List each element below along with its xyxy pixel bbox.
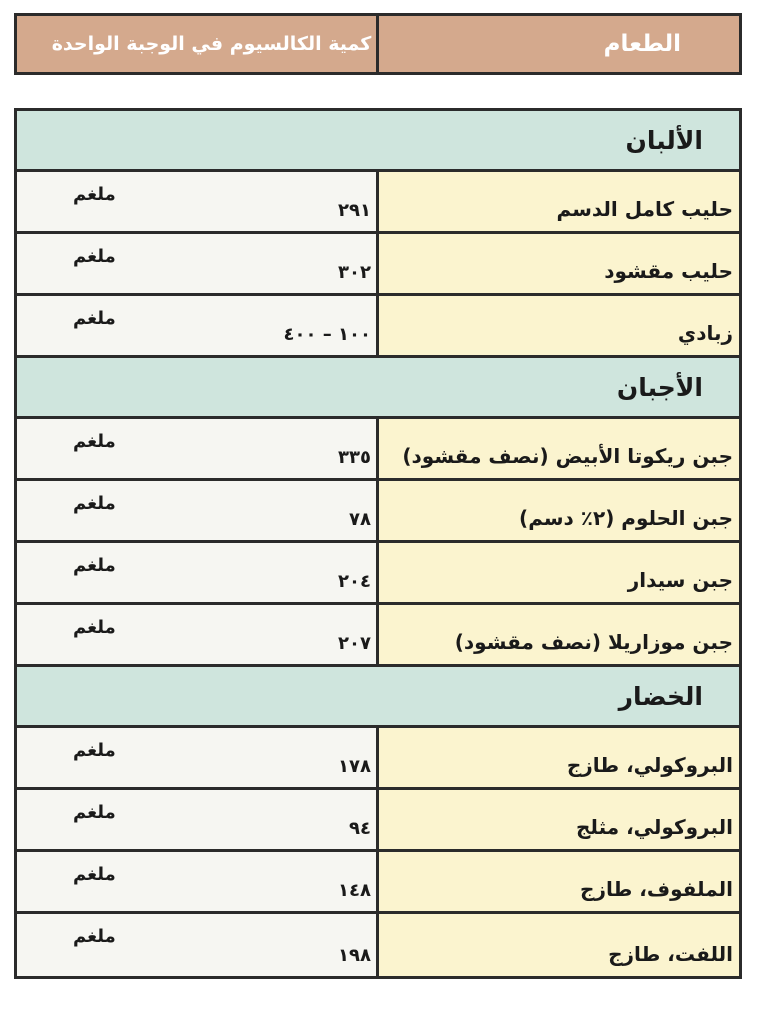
amount-cell: [17, 234, 376, 293]
food-name: حليب كامل الدسم: [376, 172, 739, 231]
amount-value: ١٠٠ – ٤٠٠: [283, 324, 371, 345]
food-name: الملفوف، طازج: [376, 852, 739, 911]
table-header: [14, 13, 742, 75]
category-vegetables: الخضار: [17, 667, 739, 728]
amount-value: ٢٠٧: [338, 633, 371, 654]
table-row: [17, 914, 739, 976]
table-row: [17, 481, 739, 543]
table-row: [17, 790, 739, 852]
amount-unit: ملغم: [73, 926, 116, 947]
table-row: [17, 172, 739, 234]
table-row: [17, 605, 739, 667]
amount-cell: [17, 296, 376, 355]
table-row: [17, 728, 739, 790]
food-name: البروكولي، مثلج: [376, 790, 739, 849]
food-name: البروكولي، طازج: [376, 728, 739, 787]
food-name: جبن سيدار: [376, 543, 739, 602]
amount-unit: ملغم: [73, 431, 116, 452]
category-cheese: الأجبان: [17, 358, 739, 419]
calcium-table: [14, 108, 742, 979]
amount-value: ٧٨: [349, 509, 371, 530]
amount-cell: [17, 605, 376, 664]
food-name: جبن الحلوم (٢٪ دسم): [376, 481, 739, 540]
amount-unit: ملغم: [73, 308, 116, 329]
amount-value: ١٩٨: [338, 945, 371, 966]
food-name: زبادي: [376, 296, 739, 355]
amount-value: ٩٤: [349, 818, 371, 839]
amount-cell: [17, 419, 376, 478]
header-calcium-amount: كمية الكالسيوم في الوجبة الواحدة: [51, 33, 372, 55]
amount-cell: [17, 790, 376, 849]
amount-cell: [17, 543, 376, 602]
amount-cell: [17, 172, 376, 231]
table-row: [17, 234, 739, 296]
amount-cell: [17, 852, 376, 911]
amount-unit: ملغم: [73, 246, 116, 267]
food-name: جبن موزاريلا (نصف مقشود): [376, 605, 739, 664]
food-name: حليب مقشود: [376, 234, 739, 293]
amount-unit: ملغم: [73, 740, 116, 761]
amount-value: ٣٠٢: [338, 262, 371, 283]
amount-cell: [17, 914, 376, 976]
category-dairy: الألبان: [17, 111, 739, 172]
header-food: الطعام: [376, 16, 739, 72]
amount-value: ٣٣٥: [338, 447, 371, 468]
amount-unit: ملغم: [73, 184, 116, 205]
amount-unit: ملغم: [73, 555, 116, 576]
amount-cell: [17, 481, 376, 540]
amount-unit: ملغم: [73, 802, 116, 823]
amount-value: ١٤٨: [338, 880, 371, 901]
amount-value: ٢٩١: [338, 200, 371, 221]
amount-unit: ملغم: [73, 493, 116, 514]
amount-cell: [17, 728, 376, 787]
table-row: [17, 419, 739, 481]
amount-value: ١٧٨: [338, 756, 371, 777]
table-row: [17, 852, 739, 914]
table-row: [17, 296, 739, 358]
food-name: اللفت، طازج: [376, 914, 739, 976]
food-name: جبن ريكوتا الأبيض (نصف مقشود): [376, 419, 739, 478]
table-row: [17, 543, 739, 605]
amount-value: ٢٠٤: [338, 571, 371, 592]
amount-unit: ملغم: [73, 617, 116, 638]
amount-unit: ملغم: [73, 864, 116, 885]
